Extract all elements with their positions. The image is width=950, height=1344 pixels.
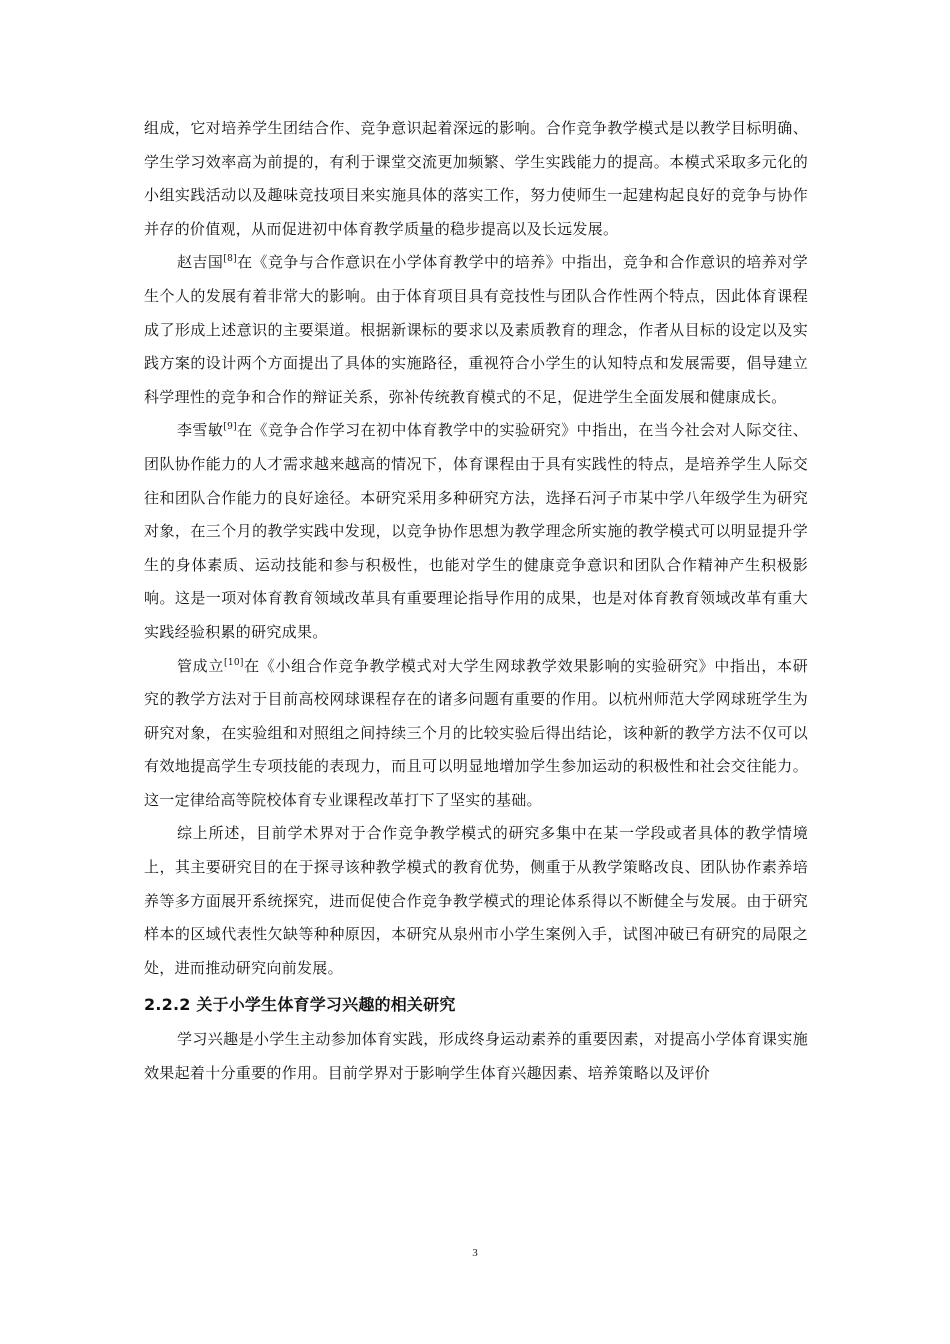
page-body (144, 112, 808, 1091)
paragraph-4-author: 管成立 (177, 656, 225, 675)
paragraph-3-text: 在《竞争合作学习在初中体育教学中的实验研究》中指出，在当今社会对人际交往、团队协作能力的人才需求越来越高的情况下，体育课程由于具有实践性的特点，是培养学生人际交往和团队合作能力的良好途径。本研究采用多种研究方法，选择石河子市某中学八年级学生为研究对象，在三个月的教学实践中发现，以竞争协作思想为教学理念所实施的教学模式可以明显提升学生的身体素质、运动技能和参与积极性，也能对学生的健康竞争意识和团队合作精神产生积极影响。这是一项对体育教育领域改革具有重要理论指导作用的成果，也是对体育教育领域改革有重大实践经验积累的研究成果。 (144, 421, 809, 641)
citation-ref-8: [8] (223, 254, 237, 265)
citation-ref-10: [10] (224, 657, 244, 668)
paragraph-2-author: 赵吉国 (177, 253, 224, 272)
citation-ref-9: [9] (223, 422, 237, 433)
paragraph-2-text: 在《竞争与合作意识在小学体育教学中的培养》中指出，竞争和合作意识的培养对学生个人的发展有着非常大的影响。由于体育项目具有竞技性与团队合作性两个特点，因此体育课程成了形成上述意识的主要渠道。根据新课标的要求以及素质教育的理念，作者从目标的设定以及实践方案的设计两个方面提出了具体的实施路径，重视符合小学生的认知特点和发展需要，倡导建立科学理性的竞争和合作的辩证关系，弥补传统教育模式的不足，促进学生全面发展和健康成长。 (144, 253, 809, 406)
paragraph-6-text: 学习兴趣是小学生主动参加体育实践，形成终身运动素养的重要因素，对提高小学体育课实施效果起着十分重要的作用。目前学界对于影响学生体育兴趣因素、培养策略以及评价 (144, 1030, 808, 1083)
paragraph-3-li-xuemin (144, 414, 808, 649)
paragraph-5-summary (144, 817, 808, 985)
paragraph-6-learning-interest (144, 1023, 808, 1090)
section-heading-2-2-2: 2.2.2 关于小学生体育学习兴趣的相关研究 (144, 995, 456, 1015)
paragraph-4-guan-chengli (144, 650, 808, 818)
paragraph-5-text: 综上所述，目前学术界对于合作竞争教学模式的研究多集中在某一学段或者具体的教学情境上，其主要研究目的在于探寻该种教学模式的教育优势，侧重于从教学策略改良、团队协作素养培养等多方面展开系统探究，进而促使合作竞争教学模式的理论体系得以不断健全与发展。由于研究样本的区域代表性欠缺等种种原因，本研究从泉州市小学生案例入手，试图冲破已有研究的局限之处，进而推动研究向前发展。 (144, 824, 808, 977)
paragraph-1 (144, 112, 808, 246)
paragraph-2-zhao-jiguo (144, 246, 808, 414)
paragraph-3-author: 李雪敏 (177, 421, 224, 440)
paragraph-4-text: 在《小组合作竞争教学模式对大学生网球教学效果影响的实验研究》中指出，本研究的教学方法对于目前高校网球课程存在的诸多问题有重要的作用。以杭州师范大学网球班学生为研究对象，在实验组和对照组之间持续三个月的比较实验后得出结论，该种新的教学方法不仅可以有效地提高学生专项技能的表现力，而且可以明显地增加学生参加运动的积极性和社会交往能力。这一定律给高等院校体育专业课程改革打下了坚实的基础。 (144, 656, 808, 809)
paragraph-1-text: 组成，它对培养学生团结合作、竞争意识起着深远的影响。合作竞争教学模式是以教学目标明确、学生学习效率高为前提的，有利于课堂交流更加频繁、学生实践能力的提高。本模式采取多元化的小组实践活动以及趣味竞技项目来实施具体的落实工作，努力使师生一起建构起良好的竞争与协作并存的价值观，从而促进初中体育教学质量的稳步提高以及长远发展。 (144, 119, 808, 238)
page-number: 3 (472, 1247, 478, 1259)
